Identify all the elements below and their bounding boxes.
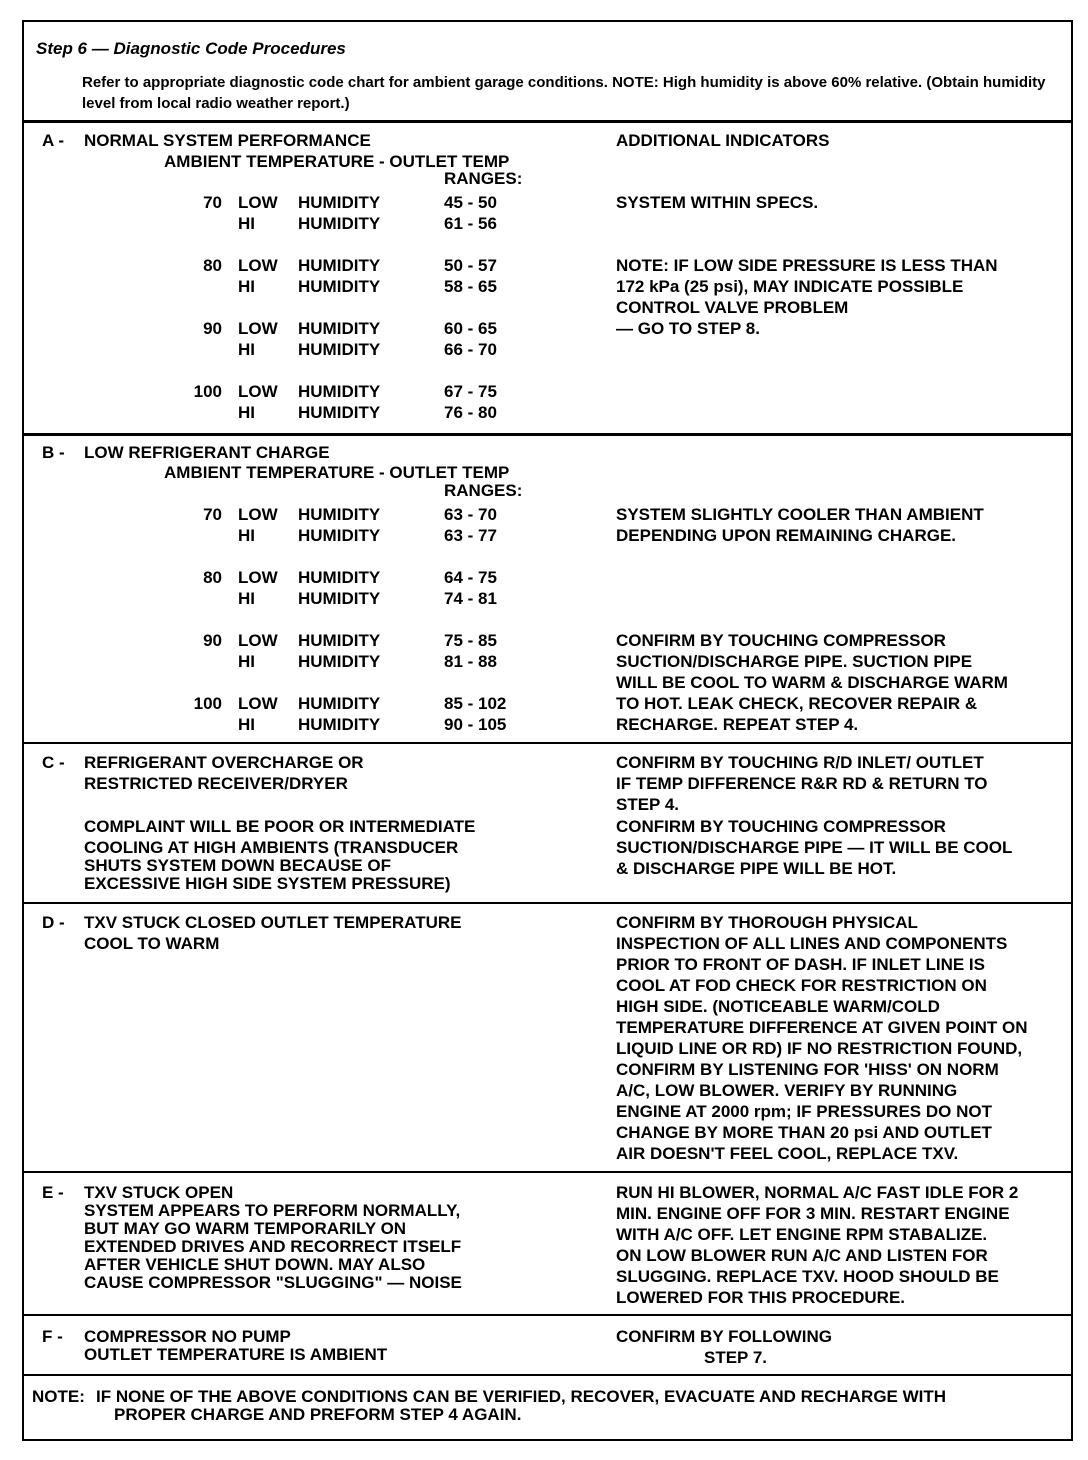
humidity-label: HUMIDITY [298,526,381,545]
footer-note [24,1382,1071,1432]
text-line: PROPER CHARGE AND PREFORM STEP 4 AGAIN. [114,1405,522,1424]
ambient-heading: AMBIENT TEMPERATURE - OUTLET TEMP [164,152,510,171]
humidity-label: HUMIDITY [298,193,381,212]
outlet-range: 61 - 56 [444,214,497,233]
procedure-frame [22,20,1073,1441]
divider [24,120,1071,123]
text-line: CONFIRM BY FOLLOWING [616,1327,832,1346]
humidity-label: HUMIDITY [298,631,381,650]
ambient-heading: AMBIENT TEMPERATURE - OUTLET TEMP [164,463,510,482]
humidity-level: HI [238,589,255,608]
page-title: Step 6 — Diagnostic Code Procedures [36,39,346,58]
text-line: SYSTEM APPEARS TO PERFORM NORMALLY, [84,1201,461,1220]
humidity-label: HUMIDITY [298,403,381,422]
indicator-text [616,1182,1066,1308]
divider [24,742,1071,744]
section-letter: D - [42,913,65,932]
text-line: EXTENDED DRIVES AND RECORRECT ITSELF [84,1237,462,1256]
text-line: COOL AT FOD CHECK FOR RESTRICTION ON [616,976,987,995]
humidity-level: LOW [238,694,278,713]
text-line: LOWERED FOR THIS PROCEDURE. [616,1288,906,1307]
humidity-level: LOW [238,256,278,275]
humidity-level: HI [238,715,255,734]
humidity-label: HUMIDITY [298,652,381,671]
note-text [96,1386,1056,1422]
outlet-range: 74 - 81 [444,589,497,608]
ambient-temp: 90 [203,631,222,650]
humidity-level: LOW [238,568,278,587]
humidity-label: HUMIDITY [298,340,381,359]
text-line: CAUSE COMPRESSOR "SLUGGING" — NOISE [84,1273,462,1292]
outlet-range: 85 - 102 [444,694,507,713]
condition-text [84,1182,462,1290]
text-line: TO HOT. LEAK CHECK, RECOVER REPAIR & [616,694,978,713]
indicator-text [616,1326,1066,1368]
indicator-note [616,255,1066,339]
additional-indicators-heading: ADDITIONAL INDICATORS [616,131,830,150]
outlet-range: 75 - 85 [444,631,497,650]
section-letter: A - [42,131,65,150]
text-line: LIQUID LINE OR RD) IF NO RESTRICTION FOUND, [616,1039,1023,1058]
outlet-range: 76 - 80 [444,403,497,422]
ambient-temp: 80 [203,256,222,275]
humidity-level: HI [238,403,255,422]
section-b [24,438,1071,744]
text-line: — GO TO STEP 8. [616,319,760,338]
indicator-text [616,912,1066,1164]
text-line: HIGH SIDE. (NOTICEABLE WARM/COLD [616,997,940,1016]
humidity-level: HI [238,526,255,545]
text-line: DEPENDING UPON REMAINING CHARGE. [616,526,957,545]
text-line: SHUTS SYSTEM DOWN BECAUSE OF [84,856,391,875]
text-line: SUCTION/DISCHARGE PIPE. SUCTION PIPE [616,652,973,671]
text-line: 172 kPa (25 psi), MAY INDICATE POSSIBLE [616,277,964,296]
text-line: PRIOR TO FRONT OF DASH. IF INLET LINE IS [616,955,985,974]
humidity-level: LOW [238,319,278,338]
section-f [24,1320,1071,1372]
text-line: COMPRESSOR NO PUMP [84,1327,291,1346]
humidity-level: HI [238,652,255,671]
text-line: BUT MAY GO WARM TEMPORARILY ON [84,1219,407,1238]
text-line: CONFIRM BY TOUCHING R/D INLET/ OUTLET [616,753,984,772]
complaint-text [84,816,475,891]
humidity-level: LOW [238,382,278,401]
text-line: RECHARGE. REPEAT STEP 4. [616,715,859,734]
ambient-temp: 70 [203,193,222,212]
section-letter: F - [42,1327,63,1346]
text-line: STEP 4. [616,795,679,814]
note-label: NOTE: [32,1387,85,1406]
text-line: CHANGE BY MORE THAN 20 psi AND OUTLET [616,1123,992,1142]
text-line: TXV STUCK CLOSED OUTLET TEMPERATURE [84,913,462,932]
text-line: NOTE: IF LOW SIDE PRESSURE IS LESS THAN [616,256,998,275]
text-line: ON LOW BLOWER RUN A/C AND LISTEN FOR [616,1246,988,1265]
text-line: CONFIRM BY LISTENING FOR 'HISS' ON NORM [616,1060,999,1079]
text-line: TEMPERATURE DIFFERENCE AT GIVEN POINT ON [616,1018,1028,1037]
humidity-level: LOW [238,193,278,212]
humidity-level: HI [238,214,255,233]
ambient-temp: 100 [193,382,222,401]
indicator-text [616,504,1066,546]
text-line: REFRIGERANT OVERCHARGE OR [84,753,364,772]
ambient-temp: 70 [203,505,222,524]
section-d [24,908,1071,1172]
humidity-level: HI [238,340,255,359]
text-line: INSPECTION OF ALL LINES AND COMPONENTS [616,934,1008,953]
outlet-range: 66 - 70 [444,340,497,359]
section-title: NORMAL SYSTEM PERFORMANCE [84,131,371,150]
text-line: COMPLAINT WILL BE POOR OR INTERMEDIATE [84,817,476,836]
text-line: A/C, LOW BLOWER. VERIFY BY RUNNING [616,1081,958,1100]
indicator-note [616,630,1066,735]
text-line: WITH A/C OFF. LET ENGINE RPM STABALIZE. [616,1225,988,1244]
humidity-level: LOW [238,505,278,524]
humidity-label: HUMIDITY [298,277,381,296]
section-a [24,126,1071,436]
ambient-temp: 80 [203,568,222,587]
section-letter: E - [42,1183,64,1202]
text-line: SYSTEM SLIGHTLY COOLER THAN AMBIENT [616,505,984,524]
indicator-text [616,752,1066,815]
humidity-level: HI [238,277,255,296]
condition-text [84,1326,387,1362]
section-e [24,1176,1071,1312]
ranges-heading: RANGES: [444,481,523,500]
outlet-range: 90 - 105 [444,715,507,734]
section-letter: C - [42,753,65,772]
condition-text [84,752,364,794]
outlet-range: 63 - 77 [444,526,497,545]
text-line: IF NONE OF THE ABOVE CONDITIONS CAN BE VERIFIED, RECOVER, EVACUATE AND RECHARGE WITH [96,1387,947,1406]
humidity-label: HUMIDITY [298,319,381,338]
text-line: COOLING AT HIGH AMBIENTS (TRANSDUCER [84,838,459,857]
divider [24,1374,1071,1376]
text-line: COOL TO WARM [84,934,220,953]
outlet-range: 45 - 50 [444,193,497,212]
text-line: & DISCHARGE PIPE WILL BE HOT. [616,859,897,878]
outlet-range: 58 - 65 [444,277,497,296]
text-line: ENGINE AT 2000 rpm; IF PRESSURES DO NOT [616,1102,992,1121]
text-line: RESTRICTED RECEIVER/DRYER [84,774,348,793]
outlet-range: 60 - 65 [444,319,497,338]
outlet-range: 64 - 75 [444,568,497,587]
humidity-label: HUMIDITY [298,256,381,275]
condition-text [84,912,461,954]
text-line: IF TEMP DIFFERENCE R&R RD & RETURN TO [616,774,988,793]
text-line: AIR DOESN'T FEEL COOL, REPLACE TXV. [616,1144,959,1163]
text-line: TXV STUCK OPEN [84,1183,234,1202]
ranges-heading: RANGES: [444,169,523,188]
divider [24,902,1071,904]
text-line: AFTER VEHICLE SHUT DOWN. MAY ALSO [84,1255,426,1274]
divider [24,433,1071,436]
text-line: CONFIRM BY TOUCHING COMPRESSOR [616,631,946,650]
text-line: CONFIRM BY THOROUGH PHYSICAL [616,913,918,932]
text-line: RUN HI BLOWER, NORMAL A/C FAST IDLE FOR 2 [616,1183,1019,1202]
outlet-range: 81 - 88 [444,652,497,671]
divider [24,1314,1071,1316]
text-line: WILL BE COOL TO WARM & DISCHARGE WARM [616,673,1008,692]
section-title: LOW REFRIGERANT CHARGE [84,443,330,462]
text-line: MIN. ENGINE OFF FOR 3 MIN. RESTART ENGINE [616,1204,1010,1223]
humidity-level: LOW [238,631,278,650]
intro-text: Refer to appropriate diagnostic code chart for ambient garage conditions. NOTE: High humidity is above 60% relative. (Obtain humidity level from local radio weather report.) [82,74,1046,112]
text-line: SLUGGING. REPLACE TXV. HOOD SHOULD BE [616,1267,999,1286]
indicator-text: SYSTEM WITHIN SPECS. [616,193,819,212]
humidity-label: HUMIDITY [298,694,381,713]
ambient-temp: 100 [193,694,222,713]
humidity-label: HUMIDITY [298,589,381,608]
section-c [24,748,1071,898]
text-line: CONTROL VALVE PROBLEM [616,298,849,317]
text-line: CONFIRM BY TOUCHING COMPRESSOR [616,817,946,836]
text-line: EXCESSIVE HIGH SIDE SYSTEM PRESSURE) [84,874,451,893]
ambient-temp: 90 [203,319,222,338]
text-line: OUTLET TEMPERATURE IS AMBIENT [84,1345,388,1364]
outlet-range: 67 - 75 [444,382,497,401]
humidity-label: HUMIDITY [298,505,381,524]
indicator-note [616,816,1066,879]
section-letter: B - [42,443,65,462]
text-line: STEP 7. [704,1348,767,1367]
humidity-label: HUMIDITY [298,382,381,401]
text-line: SUCTION/DISCHARGE PIPE — IT WILL BE COOL [616,838,1013,857]
humidity-label: HUMIDITY [298,715,381,734]
outlet-range: 63 - 70 [444,505,497,524]
divider [24,1171,1071,1173]
outlet-range: 50 - 57 [444,256,497,275]
humidity-label: HUMIDITY [298,214,381,233]
humidity-label: HUMIDITY [298,568,381,587]
